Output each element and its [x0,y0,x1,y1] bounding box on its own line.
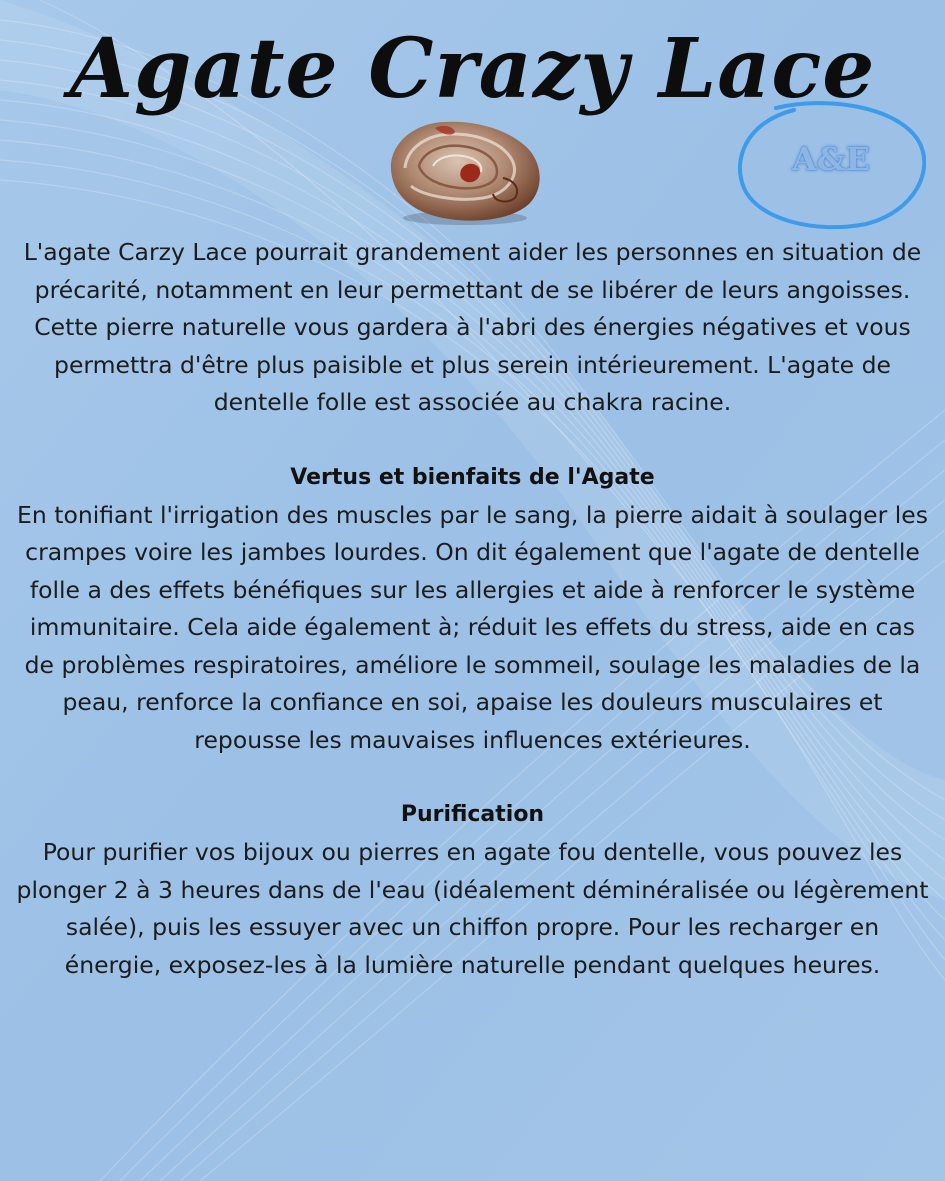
brand-logo [736,100,926,230]
agate-stone-image [383,118,545,226]
purification-heading: Purification [400,802,545,827]
page-title: Agate Crazy Lace [69,21,876,117]
logo-text: A&E [791,140,871,178]
intro-paragraph: L'agate Carzy Lace pourrait grandement aider les personnes en situation de précarité, notamment en leur permettant de se libérer de leurs angoisses. Cette pierre naturelle vous gardera à l'abri des énergies négatives et vous permettra d'être plus paisible et plus serein intérieurement. L'agate de dentelle folle est associée au chakra racine. [23,238,922,416]
purification-paragraph: Pour purifier vos bijoux ou pierres en agate fou dentelle, vous pouvez les plonger 2 à 3 heures dans de l'eau (idéalement déminéralisée ou légèrement salée), puis les essuyer avec un chiffon propre. Pour les recharger en énergie, exposez-les à la lumière naturelle pendant quelques heures. [16,838,929,979]
content-body [14,234,931,984]
vertus-heading: Vertus et bienfaits de l'Agate [290,464,655,490]
vertus-paragraph: En tonifiant l'irrigation des muscles par le sang, la pierre aidait à soulager les crampes voire les jambes lourdes. On dit également que l'agate de dentelle folle a des effets bénéfiques sur les allergies et aide à renforcer le système immunitaire. Cela aide également à; réduit les effets du stress, aide en cas de problèmes respiratoires, améliore le sommeil, soulage les maladies de la peau, renforce la confiance en soi, apaise les douleurs musculaires et repousse les mauvaises influences extérieures. [17,500,928,754]
